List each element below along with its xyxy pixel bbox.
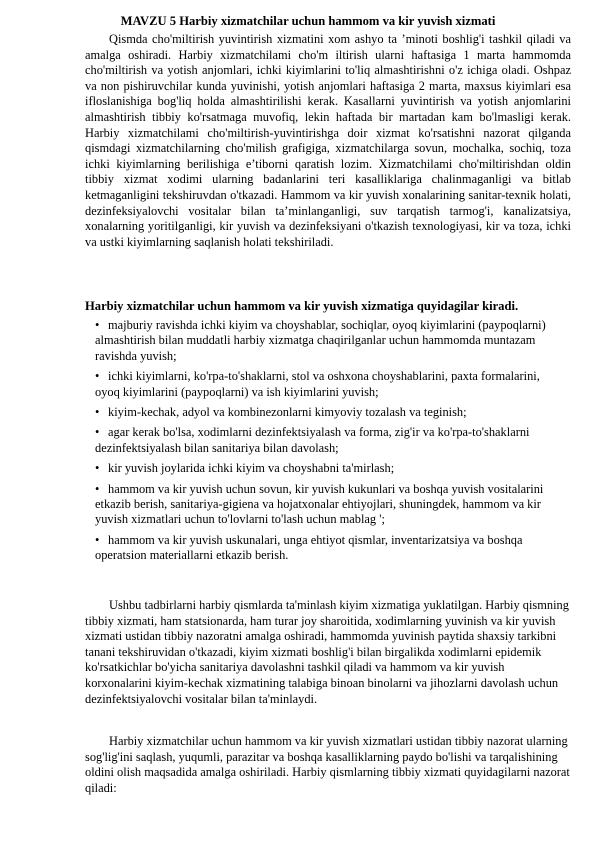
- list-item-text: hammom va kir yuvish uskunalari, unga ehtiyot qismlar, inventarizatsiya va boshqa operatsion materiallarni etkazib berish.: [95, 532, 523, 563]
- list-item: [95, 461, 565, 476]
- list-item: [95, 318, 565, 364]
- list-item-text: hammom va kir yuvish uchun sovun, kir yuvish kukunlari va boshqa yuvish vositalarini etkazib berish, sanitariya-gigiena va hojatxonalar ehtiyojlari, shuningdek, hammom va kir yuvish xizmatlari uchun to'lovlarni to'lash uchun mablag ';: [95, 481, 544, 527]
- bullet-icon: •: [95, 532, 100, 547]
- intro-paragraph: Qismda cho'miltirish yuvintirish xizmatini xom ashyo ta ’minoti boshlig'i tashkil qiladi va amalga oshiradi. Harbiy xizmatchilami cho'm iltirish ularni haftasiga 1 marta hammomda cho'miltirish va yotish anjomlari, ichki kiyimlarini to'liq almashtirishni o'z ichiga oladi. Oshpaz va non pishiruvchilar kunda yuvinishi, yotish anjomlari haftasiga 2 marta, maxsus kiyimlari esa ifloslanishiga bog'liq holda almashtirilishi kerak. Kasallarni yuvintirish va yotish anjomlarini almashtirish tibbiy ko'rsatmaga muvofiq, lekin haftada bir martadan kam bo'lmasligi kerak. Harbiy xizmatchilami cho'miltirish-yuvintirishga doir xizmat ko'rsatishni nazorat qilganda qismdagi xizmatchilarning cho'milish grafigiga, xizmatchilarga sovun, mochalka, sochiq, toza ichki kiyimlarning berilishiga e’tiborni qaratish lozim. Xizmatchilami cho'miltirishdan oldin tibbiy xizmat xodimi ularning badanlarini teri kasalliklariga chalinmaganligi va bitlab ketmaganligini tekshiruvdan o'tkazadi. Hammom va kir yuvish xonalarining sanitar-texnik holati, dezinfeksiyalovchi vositalar bilan ta’minlanganligi, suv tarqatish tarmog'i, kanalizatsiya, xonalarning yoritilganligi, kir yuvish va dezinfeksiyani o'tkazish texnologiyasi, kir va toza, ichki va ustki kiyimlarning saqlanish holati tekshiriladi.: [85, 32, 571, 249]
- list-item: [95, 533, 565, 564]
- list-item-text: agar kerak bo'lsa, xodimlarni dezinfektsiyalash va forma, zig'ir va ko'rpa-to'shaklarni dezinfektsiyalash bilan sanitariya bilan davolash;: [95, 425, 530, 455]
- bullet-icon: •: [95, 425, 100, 440]
- bullet-list: [95, 318, 565, 569]
- list-item-text: ichki kiyimlarni, ko'rpa-to'shaklarni, stol va oshxona choyshablarini, paxta formalarini, oyoq kiyimlarini (paypoqlarni) va ish kiyimlarini yuvish;: [95, 369, 540, 399]
- document-title: MAVZU 5 Harbiy xizmatchilar uchun hammom va kir yuvish xizmati: [120, 14, 496, 28]
- list-item: [95, 482, 565, 528]
- medical-control-paragraph: Harbiy xizmatchilar uchun hammom va kir yuvish xizmatlari ustidan tibbiy nazorat ularning sog'lig'ini saqlash, yuqumli, parazitar va boshqa kasalliklarning paydo bo'lishi va tarqalishining oldini olish maqsadida amalga oshiriladi. Harbiy qismlarning tibbiy xizmati quyidagilarni nazorat qiladi:: [85, 734, 570, 795]
- bullet-icon: •: [95, 405, 100, 420]
- list-item: [95, 369, 565, 400]
- bullet-icon: •: [95, 318, 100, 332]
- bullet-icon: •: [95, 461, 100, 476]
- list-item-text: kiyim-kechak, adyol va kombinezonlarni kimyoviy tozalash va teginish;: [108, 405, 467, 420]
- list-item: [95, 425, 565, 456]
- bullet-icon: •: [95, 481, 100, 496]
- section-heading: Harbiy xizmatchilar uchun hammom va kir yuvish xizmatiga quyidagilar kiradi.: [85, 299, 519, 313]
- list-item: [95, 405, 565, 420]
- list-item-text: majburiy ravishda ichki kiyim va choyshablar, sochiqlar, oyoq kiyimlarini (paypoqlarni) almashtirish bilan muddatli harbiy xizmatga chaqirilganlar uchun hammomda muntazam ravishda yuvish;: [95, 318, 546, 363]
- bullet-icon: •: [95, 369, 100, 384]
- responsibility-paragraph: Ushbu tadbirlarni harbiy qismlarda ta'minlash kiyim xizmatiga yuklatilgan. Harbiy qismning tibbiy xizmati, ham statsionarda, ham turar joy sharoitida, xodimlarning yuvinish va kir yuvish xizmati ustidan tibbiy nazoratni amalga oshiradi, hammomda yuvinish paytida shaxsiy tarkibni tanani tekshiruvidan o'tkazadi, kiyim xizmati boshlig'i bilan birgalikda xodimlarni epidemik ko'rsatkichlar bo'yicha sanitariya davolashni tashkil qiladi va hammom va kir yuvish korxonalarini kiyim-kechak xizmatining talabiga binoan binolarni va jihozlarni davolash uchun dezinfektsiyalovchi vositalar bilan ta'minlaydi.: [85, 598, 569, 706]
- list-item-text: kir yuvish joylarida ichki kiyim va choyshabni ta'mirlash;: [108, 461, 395, 476]
